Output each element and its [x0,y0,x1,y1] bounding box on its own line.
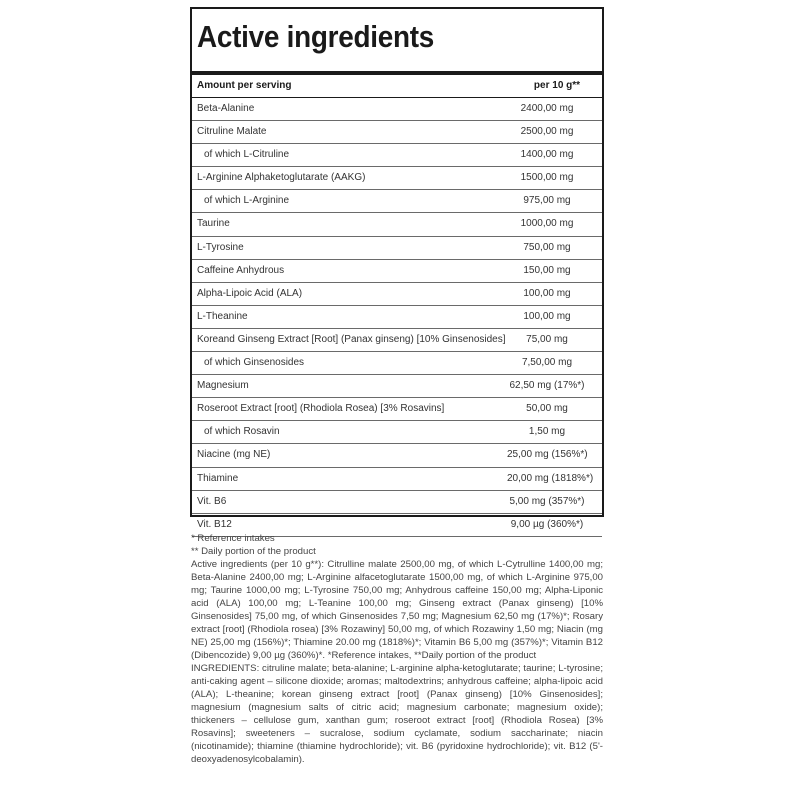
table-row [192,444,602,467]
ingredient-name: of which L-Citruline [204,149,290,161]
nutrition-panel [190,7,604,530]
ingredient-name: Vit. B12 [197,518,232,530]
ingredient-amount: 1,50 mg [528,426,566,438]
table-row [192,190,602,213]
table-row [192,491,602,514]
daily-portion-note: ** Daily portion of the product [191,546,316,557]
ingredient-name: Koreand Ginseng Extract [Root] (Panax ginseng) [10% Ginsenosides] [197,333,506,345]
ingredient-amount: 150,00 mg [523,264,571,276]
ingredient-amount: 50,00 mg [526,403,568,415]
ingredients-list-text: INGREDIENTS: citruline malate; beta-alanine; L-arginine alpha-ketoglutarate; taurine; L-tyrosine; anti-caking agent – silicone dioxide; aromas; maltodextrins; anhydrous caffeine; alpha-lipoic acid (ALA); L-theanine; korean ginseng extract [root] (Panax ginseng) [10% Ginsenosides]; magnesium (magnesium salts of citric acid; magnesium carbonate; magnesium oxide); thickeners – cellulose gum, xanthan gum; roseroot extract [root] (Rhodiola Rosea) [3% Rosavins]; sweeteners – sucralose, sodium cyclamate, sodium saccharinate; niacin (nicotinamide); thiamine (thiamine hydrochloride); vit. B6 (pyridoxine hydrochloride); vit. B12 (5'-deoxyadenosylcobalamin). [191,663,603,765]
footnotes [191,532,603,766]
active-ingredients-text: Active ingredients (per 10 g**): Citrulline malate 2500,00 mg, of which L-Cytrulline 1400,00 mg; Beta-Alanine 2400,00 mg; L-Arginine alfacetoglutarate 1500,00 mg, of which L-Arginine 975,00 mg; Taurine 1000,00 mg; L-Tyrosine 750,00 mg; Anhydrous caffeine 150,00 mg; Alpha-Liponic acid (ALA) 100,00 mg; L-Teanine 100,00 mg; Ginseng extract (Panax ginseng) [10% Ginsenosides] 75,00 mg, of which Ginsenosides 7,50 mg; Magnesium 62,50 mg (17%)*; Rosary extract [root] (Rhodiola rosea) [3% Rozawiny] 50,00 mg, of which Rozawiny 1,50 mg; Niacin (mg NE) 25,00 mg (156%)*; Thiamine 20.00 mg (1818%)*; Vitamin B6 5,00 mg (357%)*; Vitamin B12 (Dibencozide) 9,00 µg (360%)*. *Reference intakes, **Daily portion of the product [191,559,603,661]
ingredient-name: of which L-Arginine [204,195,290,207]
table-row [192,375,602,398]
ingredient-amount: 9,00 µg (360%*) [510,518,584,530]
table-header-row [192,75,602,98]
table-row [192,352,602,375]
ingredient-name: L-Tyrosine [197,241,244,253]
ingredient-name: Vit. B6 [197,495,227,507]
ingredients-table [192,75,602,537]
ingredient-amount: 25,00 mg (156%*) [507,449,588,461]
table-row [192,468,602,491]
table-row [192,121,602,144]
ingredient-amount: 75,00 mg [526,333,568,345]
ingredient-name: Citruline Malate [197,126,267,138]
ingredient-amount: 7,50,00 mg [521,357,573,369]
table-row [192,167,602,190]
ingredient-amount: 1500,00 mg [520,172,574,184]
ingredient-amount: 1400,00 mg [520,149,574,161]
table-row [192,144,602,167]
ingredient-name: L-Arginine Alphaketoglutarate (AAKG) [197,172,366,184]
header-amount-label: Amount per serving [197,80,292,91]
ingredient-amount: 100,00 mg [523,310,571,322]
ingredient-name: Roseroot Extract [root] (Rhodiola Rosea) [3% Rosavins] [197,403,445,415]
ingredient-amount: 2400,00 mg [520,103,574,114]
reference-note: * Reference intakes [191,533,275,544]
ingredient-amount: 975,00 mg [523,195,571,207]
ingredient-name: Caffeine Anhydrous [197,264,285,276]
ingredient-name: Alpha-Lipoic Acid (ALA) [197,287,303,299]
ingredient-name: Magnesium [197,380,249,392]
ingredient-name: Niacine (mg NE) [197,449,271,461]
ingredient-amount: 1000,00 mg [520,218,574,230]
table-row [192,98,602,121]
ingredient-name: of which Rosavin [204,426,280,438]
ingredient-amount: 750,00 mg [523,241,571,253]
table-row [192,329,602,352]
ingredient-name: of which Ginsenosides [204,357,305,369]
ingredient-amount: 20,00 mg (1818%*) [507,472,594,484]
panel-title: Active ingredients [197,19,435,54]
table-row [192,260,602,283]
ingredient-name: Beta-Alanine [197,103,255,114]
ingredient-amount: 62,50 mg (17%*) [509,380,585,392]
table-row [192,398,602,421]
ingredient-name: L-Theanine [197,310,248,322]
table-row [192,306,602,329]
table-row [192,283,602,306]
ingredient-amount: 5,00 mg (357%*) [509,495,585,507]
ingredient-name: Taurine [197,218,230,230]
table-row [192,213,602,236]
ingredient-name: Thiamine [197,472,239,484]
header-value-label: per 10 g** [533,80,581,91]
ingredient-amount: 2500,00 mg [520,126,574,138]
ingredient-amount: 100,00 mg [523,287,571,299]
table-row [192,421,602,444]
table-row [192,237,602,260]
